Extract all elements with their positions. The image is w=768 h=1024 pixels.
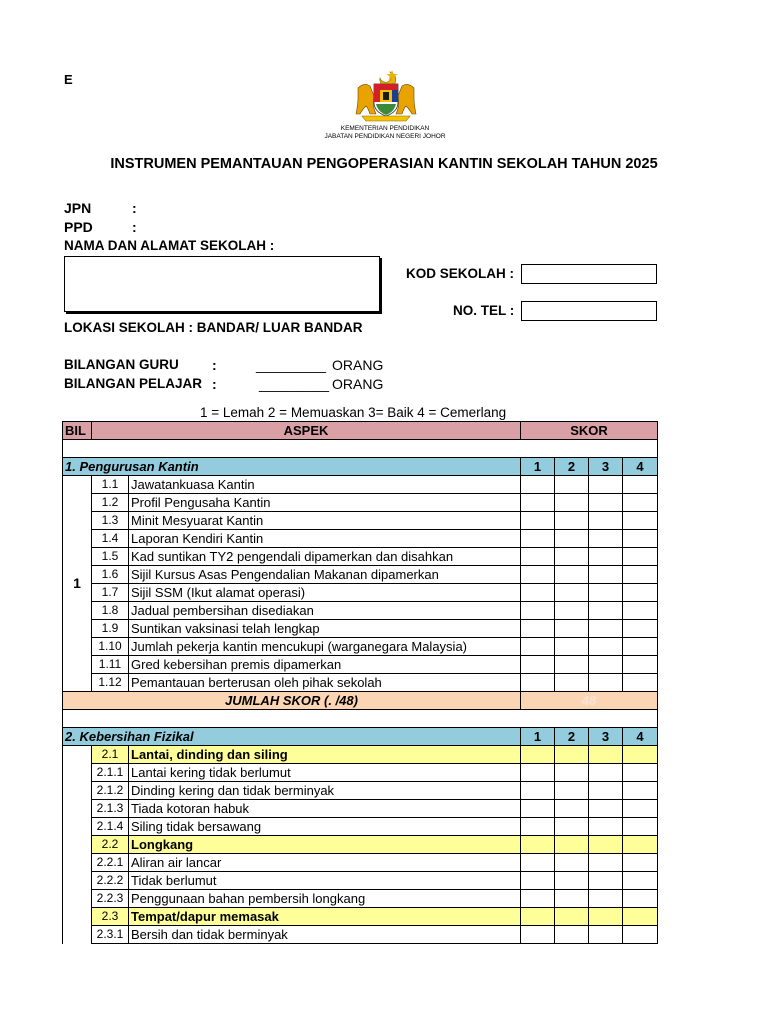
score-header-4: 4 xyxy=(623,728,658,746)
teachers-count-label: BILANGAN GURU xyxy=(64,357,179,372)
total-score-value: 48 xyxy=(521,692,658,710)
score-cell[interactable] xyxy=(589,566,623,584)
score-cell[interactable] xyxy=(589,800,623,818)
score-cell[interactable] xyxy=(623,476,658,494)
section-2-bil xyxy=(63,746,92,944)
item-text: Gred kebersihan premis dipamerkan xyxy=(129,656,521,674)
score-cell[interactable] xyxy=(589,494,623,512)
item-number: 1.11 xyxy=(92,656,129,674)
item-text: Minit Mesyuarat Kantin xyxy=(129,512,521,530)
item-text: Lantai kering tidak berlumut xyxy=(129,764,521,782)
score-cell[interactable] xyxy=(589,782,623,800)
item-text: Tiada kotoran habuk xyxy=(129,800,521,818)
table-row xyxy=(63,800,658,818)
score-cell[interactable] xyxy=(589,602,623,620)
score-cell[interactable] xyxy=(555,890,589,908)
item-text: Laporan Kendiri Kantin xyxy=(129,530,521,548)
phone-field[interactable] xyxy=(521,301,657,321)
section-header-row xyxy=(63,458,658,476)
score-cell[interactable] xyxy=(589,620,623,638)
item-text: Profil Pengusaha Kantin xyxy=(129,494,521,512)
score-cell[interactable] xyxy=(589,908,623,926)
score-cell[interactable] xyxy=(521,746,555,764)
ppd-label: PPD xyxy=(64,219,93,235)
score-cell[interactable] xyxy=(521,674,555,692)
school-code-label: KOD SEKOLAH : xyxy=(406,266,514,281)
score-cell[interactable] xyxy=(521,782,555,800)
assessment-table xyxy=(62,421,658,944)
score-cell[interactable] xyxy=(521,494,555,512)
subsection-title: Lantai, dinding dan siling xyxy=(129,746,521,764)
item-number: 1.9 xyxy=(92,620,129,638)
subsection-title: Longkang xyxy=(129,836,521,854)
score-cell[interactable] xyxy=(521,818,555,836)
score-cell[interactable] xyxy=(555,800,589,818)
score-cell[interactable] xyxy=(521,836,555,854)
score-cell[interactable] xyxy=(521,890,555,908)
score-cell[interactable] xyxy=(589,548,623,566)
item-number: 1.6 xyxy=(92,566,129,584)
score-cell[interactable] xyxy=(623,512,658,530)
score-cell[interactable] xyxy=(623,908,658,926)
table-row xyxy=(63,566,658,584)
score-cell[interactable] xyxy=(555,620,589,638)
subsection-number: 2.1 xyxy=(92,746,129,764)
score-cell[interactable] xyxy=(623,872,658,890)
school-location-label: LOKASI SEKOLAH : BANDAR/ LUAR BANDAR xyxy=(64,320,363,335)
students-unit: ORANG xyxy=(332,376,384,392)
score-cell[interactable] xyxy=(623,764,658,782)
spacer xyxy=(63,710,658,728)
score-cell[interactable] xyxy=(555,782,589,800)
score-cell[interactable] xyxy=(589,926,623,944)
score-cell[interactable] xyxy=(555,530,589,548)
score-cell[interactable] xyxy=(589,836,623,854)
score-cell[interactable] xyxy=(623,548,658,566)
spacer-row xyxy=(63,710,658,728)
score-cell[interactable] xyxy=(623,782,658,800)
score-cell[interactable] xyxy=(623,620,658,638)
table-row xyxy=(63,926,658,944)
table-row xyxy=(63,602,658,620)
score-cell[interactable] xyxy=(623,656,658,674)
score-cell[interactable] xyxy=(521,638,555,656)
score-cell[interactable] xyxy=(521,584,555,602)
table-row xyxy=(63,620,658,638)
score-cell[interactable] xyxy=(555,674,589,692)
subsection-number: 2.3 xyxy=(92,908,129,926)
score-cell[interactable] xyxy=(521,566,555,584)
total-score-label: JUMLAH SKOR (. /48) xyxy=(63,692,521,710)
item-number: 2.2.1 xyxy=(92,854,129,872)
item-number: 1.4 xyxy=(92,530,129,548)
subsection-row xyxy=(63,908,658,926)
students-count-blank[interactable]: _________ xyxy=(259,376,330,392)
score-cell[interactable] xyxy=(623,854,658,872)
item-number: 1.1 xyxy=(92,476,129,494)
score-cell[interactable] xyxy=(623,566,658,584)
score-cell[interactable] xyxy=(589,854,623,872)
score-cell[interactable] xyxy=(555,656,589,674)
item-text: Jawatankuasa Kantin xyxy=(129,476,521,494)
score-header-2: 2 xyxy=(555,458,589,476)
subsection-row xyxy=(63,836,658,854)
item-number: 1.12 xyxy=(92,674,129,692)
score-cell[interactable] xyxy=(555,584,589,602)
item-number: 2.1.3 xyxy=(92,800,129,818)
item-number: 2.2.3 xyxy=(92,890,129,908)
score-cell[interactable] xyxy=(555,764,589,782)
item-number: 1.8 xyxy=(92,602,129,620)
score-cell[interactable] xyxy=(555,638,589,656)
score-cell[interactable] xyxy=(589,890,623,908)
score-cell[interactable] xyxy=(623,638,658,656)
item-text: Kad suntikan TY2 pengendali dipamerkan dan disahkan xyxy=(129,548,521,566)
item-number: 2.1.4 xyxy=(92,818,129,836)
item-number: 1.3 xyxy=(92,512,129,530)
table-row xyxy=(63,764,658,782)
score-cell[interactable] xyxy=(623,800,658,818)
ministry-line-2: JABATAN PENDIDIKAN NEGERI JOHOR xyxy=(324,133,446,140)
students-count-label: BILANGAN PELAJAR xyxy=(64,376,203,391)
col-aspek-header: ASPEK xyxy=(92,422,521,440)
item-text: Pemantauan berterusan oleh pihak sekolah xyxy=(129,674,521,692)
table-row xyxy=(63,872,658,890)
table-row xyxy=(63,854,658,872)
score-cell[interactable] xyxy=(555,548,589,566)
subsection-title: Tempat/dapur memasak xyxy=(129,908,521,926)
item-text: Jumlah pekerja kantin mencukupi (warganegara Malaysia) xyxy=(129,638,521,656)
coat-of-arms-logo xyxy=(352,68,420,124)
col-bil-header: BIL xyxy=(63,422,92,440)
score-cell[interactable] xyxy=(555,908,589,926)
corner-letter: E xyxy=(64,72,73,87)
score-cell[interactable] xyxy=(589,746,623,764)
score-cell[interactable] xyxy=(589,818,623,836)
score-cell[interactable] xyxy=(521,602,555,620)
table-row xyxy=(63,494,658,512)
item-number: 1.10 xyxy=(92,638,129,656)
score-cell[interactable] xyxy=(589,674,623,692)
score-cell[interactable] xyxy=(555,476,589,494)
school-code-field[interactable] xyxy=(521,264,657,284)
item-text: Suntikan vaksinasi telah lengkap xyxy=(129,620,521,638)
teachers-count-blank[interactable]: _________ xyxy=(256,357,327,373)
school-name-label: NAMA DAN ALAMAT SEKOLAH : xyxy=(64,238,275,253)
score-cell[interactable] xyxy=(623,584,658,602)
score-cell[interactable] xyxy=(623,602,658,620)
document-title: INSTRUMEN PEMANTAUAN PENGOPERASIAN KANTIN SEKOLAH TAHUN 2025 xyxy=(110,156,658,172)
score-header-3: 3 xyxy=(589,728,623,746)
score-cell[interactable] xyxy=(589,512,623,530)
score-cell[interactable] xyxy=(555,746,589,764)
item-number: 1.7 xyxy=(92,584,129,602)
score-cell[interactable] xyxy=(555,494,589,512)
teachers-unit: ORANG xyxy=(332,357,384,373)
section-1-title: 1. Pengurusan Kantin xyxy=(63,458,521,476)
item-text: Dinding kering dan tidak berminyak xyxy=(129,782,521,800)
score-cell[interactable] xyxy=(555,872,589,890)
score-cell[interactable] xyxy=(521,908,555,926)
item-text: Siling tidak bersawang xyxy=(129,818,521,836)
score-cell[interactable] xyxy=(589,584,623,602)
score-cell[interactable] xyxy=(589,638,623,656)
item-text: Aliran air lancar xyxy=(129,854,521,872)
score-cell[interactable] xyxy=(555,566,589,584)
score-cell[interactable] xyxy=(555,818,589,836)
score-cell[interactable] xyxy=(555,854,589,872)
score-cell[interactable] xyxy=(521,476,555,494)
item-text: Sijil SSM (Ikut alamat operasi) xyxy=(129,584,521,602)
item-number: 2.1.1 xyxy=(92,764,129,782)
score-cell[interactable] xyxy=(623,926,658,944)
score-cell[interactable] xyxy=(521,854,555,872)
score-cell[interactable] xyxy=(521,872,555,890)
item-number: 1.5 xyxy=(92,548,129,566)
score-cell[interactable] xyxy=(589,530,623,548)
item-text: Sijil Kursus Asas Pengendalian Makanan dipamerkan xyxy=(129,566,521,584)
ministry-line-1: KEMENTERIAN PENDIDIKAN xyxy=(340,125,430,132)
score-legend: 1 = Lemah 2 = Memuaskan 3= Baik 4 = Cemerlang xyxy=(200,405,507,420)
item-number: 2.1.2 xyxy=(92,782,129,800)
table-row xyxy=(63,656,658,674)
section-header-row xyxy=(63,728,658,746)
ministry-caption xyxy=(300,125,470,141)
table-row xyxy=(63,638,658,656)
score-cell[interactable] xyxy=(623,890,658,908)
phone-label: NO. TEL : xyxy=(453,303,515,318)
spacer xyxy=(63,440,658,458)
score-header-2: 2 xyxy=(555,728,589,746)
students-colon: : xyxy=(212,376,217,392)
score-cell[interactable] xyxy=(555,836,589,854)
table-row xyxy=(63,584,658,602)
table-row xyxy=(63,674,658,692)
section-2-title: 2. Kebersihan Fizikal xyxy=(63,728,521,746)
table-row xyxy=(63,512,658,530)
jpn-colon: : xyxy=(132,200,137,216)
col-skor-header: SKOR xyxy=(521,422,658,440)
table-row xyxy=(63,818,658,836)
subsection-row xyxy=(63,746,658,764)
jpn-label: JPN xyxy=(64,200,92,216)
score-cell[interactable] xyxy=(521,548,555,566)
section-1-bil: 1 xyxy=(63,476,92,692)
score-cell[interactable] xyxy=(623,836,658,854)
score-cell[interactable] xyxy=(555,602,589,620)
item-text: Penggunaan bahan pembersih longkang xyxy=(129,890,521,908)
score-cell[interactable] xyxy=(521,656,555,674)
score-cell[interactable] xyxy=(521,530,555,548)
item-number: 1.2 xyxy=(92,494,129,512)
score-cell[interactable] xyxy=(623,674,658,692)
teachers-colon: : xyxy=(212,357,217,373)
score-cell[interactable] xyxy=(623,818,658,836)
score-cell[interactable] xyxy=(521,764,555,782)
table-row xyxy=(63,476,658,494)
table-row xyxy=(63,548,658,566)
score-cell[interactable] xyxy=(589,872,623,890)
score-cell[interactable] xyxy=(555,926,589,944)
score-cell[interactable] xyxy=(521,926,555,944)
score-cell[interactable] xyxy=(623,530,658,548)
item-text: Tidak berlumut xyxy=(129,872,521,890)
item-number: 2.2.2 xyxy=(92,872,129,890)
score-header-1: 1 xyxy=(521,458,555,476)
score-cell[interactable] xyxy=(555,512,589,530)
score-cell[interactable] xyxy=(521,800,555,818)
score-cell[interactable] xyxy=(623,746,658,764)
score-cell[interactable] xyxy=(589,764,623,782)
item-number: 2.3.1 xyxy=(92,926,129,944)
score-cell[interactable] xyxy=(589,476,623,494)
score-header-1: 1 xyxy=(521,728,555,746)
score-header-3: 3 xyxy=(589,458,623,476)
ppd-colon: : xyxy=(132,219,137,235)
item-text: Jadual pembersihan disediakan xyxy=(129,602,521,620)
score-header-4: 4 xyxy=(623,458,658,476)
score-cell[interactable] xyxy=(521,620,555,638)
subsection-number: 2.2 xyxy=(92,836,129,854)
score-cell[interactable] xyxy=(589,656,623,674)
table-row xyxy=(63,890,658,908)
score-cell[interactable] xyxy=(521,512,555,530)
total-row xyxy=(63,692,658,710)
spacer-row xyxy=(63,440,658,458)
table-row xyxy=(63,782,658,800)
table-row xyxy=(63,530,658,548)
table-header-row xyxy=(63,422,658,440)
item-text: Bersih dan tidak berminyak xyxy=(129,926,521,944)
score-cell[interactable] xyxy=(623,494,658,512)
school-name-address-box[interactable] xyxy=(64,256,380,312)
